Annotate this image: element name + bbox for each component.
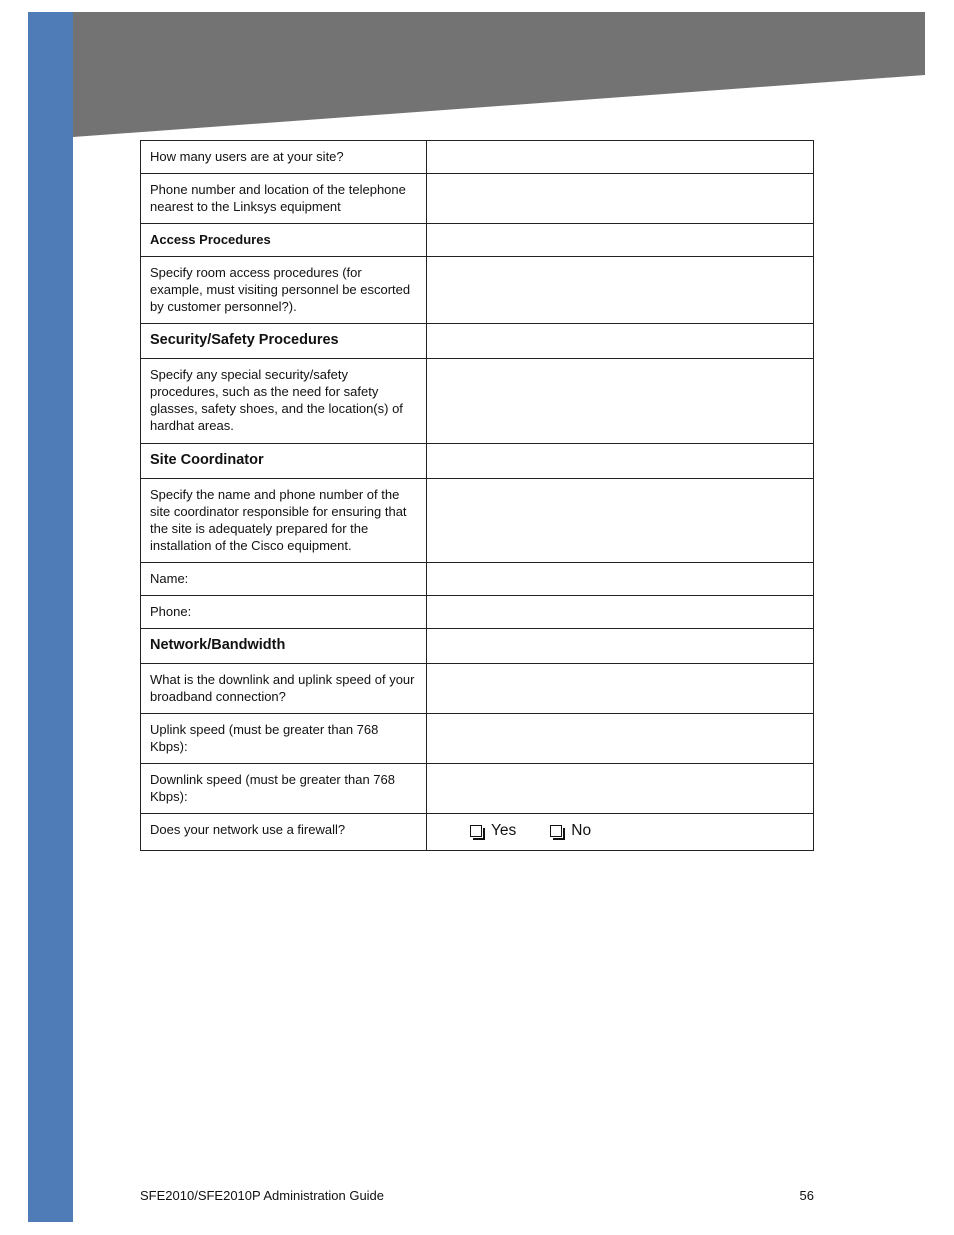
- answer-cell[interactable]: [427, 224, 814, 257]
- answer-cell[interactable]: [427, 714, 814, 764]
- answer-cell[interactable]: [427, 563, 814, 596]
- section-heading: Access Procedures: [141, 224, 427, 257]
- answer-cell[interactable]: [427, 359, 814, 444]
- question-cell: Phone number and location of the telephone nearest to the Linksys equipment: [141, 174, 427, 224]
- firewall-yes-label: Yes: [491, 822, 517, 839]
- answer-cell[interactable]: [427, 324, 814, 359]
- table-row: [141, 359, 814, 444]
- table-row: [141, 224, 814, 257]
- site-survey-table: [140, 140, 814, 851]
- table-row: [141, 324, 814, 359]
- question-cell: Downlink speed (must be greater than 768 Kbps):: [141, 764, 427, 814]
- firewall-yes-option[interactable]: [470, 822, 516, 839]
- answer-cell[interactable]: [427, 764, 814, 814]
- question-cell: How many users are at your site?: [141, 141, 427, 174]
- answer-cell[interactable]: [427, 664, 814, 714]
- section-heading: Network/Bandwidth: [141, 629, 427, 664]
- firewall-question: Does your network use a firewall?: [141, 814, 427, 851]
- table-row: [141, 764, 814, 814]
- table-row: [141, 714, 814, 764]
- question-cell: Uplink speed (must be greater than 768 Kbps):: [141, 714, 427, 764]
- table-row: [141, 563, 814, 596]
- answer-cell[interactable]: [427, 629, 814, 664]
- answer-cell[interactable]: [427, 257, 814, 324]
- answer-cell[interactable]: [427, 141, 814, 174]
- answer-cell[interactable]: [427, 479, 814, 563]
- footer-page-number: 56: [799, 1188, 814, 1203]
- table-row: [141, 141, 814, 174]
- answer-cell[interactable]: [427, 596, 814, 629]
- question-cell: Specify room access procedures (for example, must visiting personnel be escorted by customer personnel?).: [141, 257, 427, 324]
- table-row: [141, 629, 814, 664]
- question-cell: Phone:: [141, 596, 427, 629]
- firewall-row: [141, 814, 814, 851]
- firewall-no-option[interactable]: [550, 822, 591, 839]
- table-row: [141, 444, 814, 479]
- checkbox-icon[interactable]: [470, 825, 482, 837]
- section-heading: Site Coordinator: [141, 444, 427, 479]
- checkbox-icon[interactable]: [550, 825, 562, 837]
- question-cell: What is the downlink and uplink speed of your broadband connection?: [141, 664, 427, 714]
- question-cell: Name:: [141, 563, 427, 596]
- table-row: [141, 596, 814, 629]
- firewall-answer-cell: [427, 814, 814, 851]
- answer-cell[interactable]: [427, 174, 814, 224]
- question-cell: Specify the name and phone number of the site coordinator responsible for ensuring that the site is adequately prepared for the installation of the Cisco equipment.: [141, 479, 427, 563]
- table-row: [141, 257, 814, 324]
- sidebar-stripe: [28, 12, 73, 1222]
- question-cell: Specify any special security/safety procedures, such as the need for safety glasses, safety shoes, and the location(s) of hardhat areas.: [141, 359, 427, 444]
- table-row: [141, 479, 814, 563]
- table-row: [141, 174, 814, 224]
- firewall-no-label: No: [571, 822, 592, 839]
- header-band: [73, 12, 925, 137]
- answer-cell[interactable]: [427, 444, 814, 479]
- section-heading: Security/Safety Procedures: [141, 324, 427, 359]
- footer-guide-title: SFE2010/SFE2010P Administration Guide: [140, 1188, 385, 1203]
- table-row: [141, 664, 814, 714]
